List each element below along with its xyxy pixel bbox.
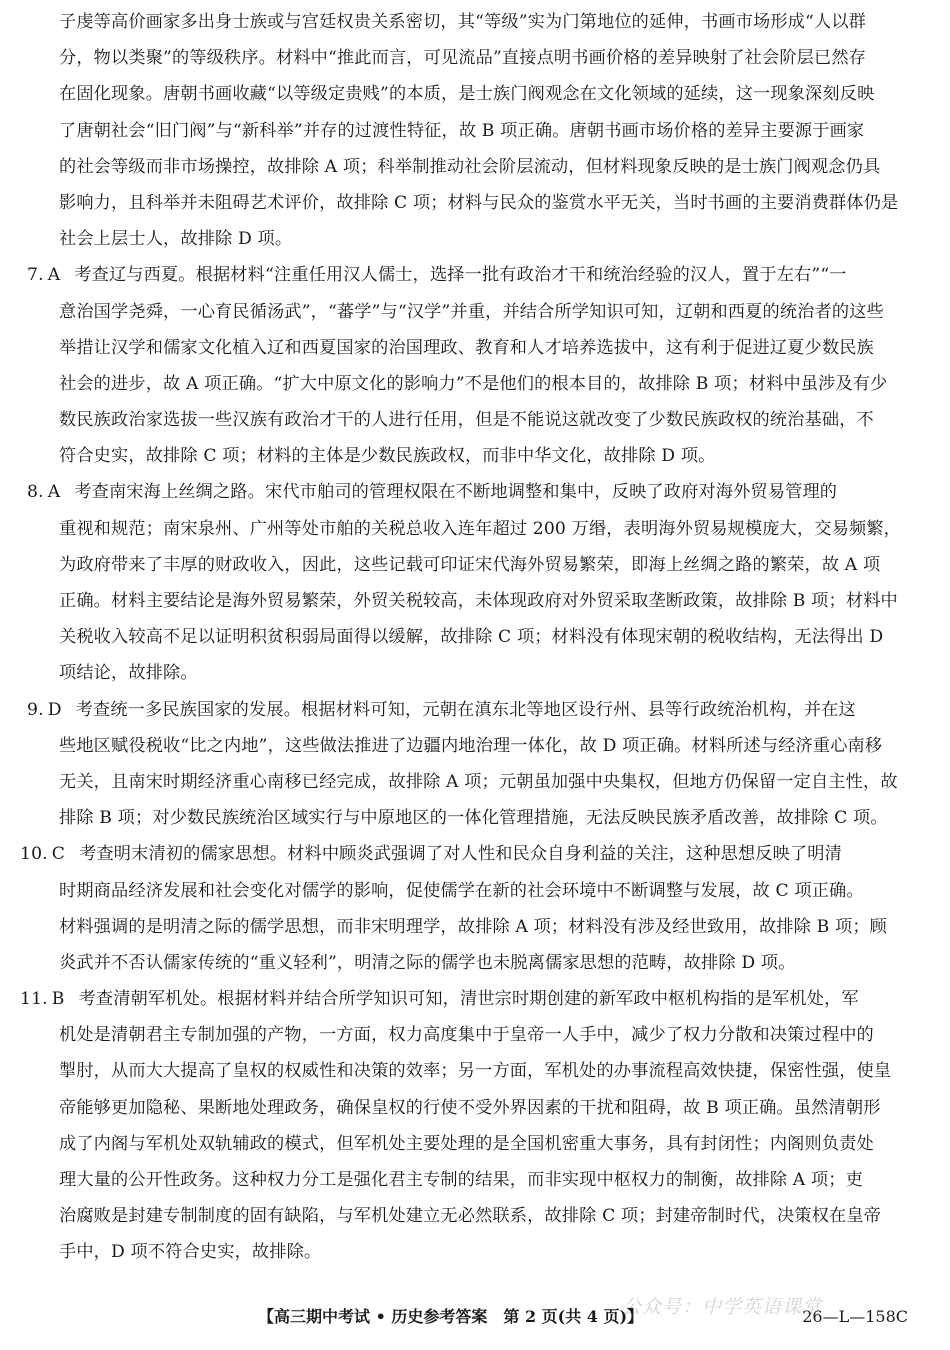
text-line: 社会上层士人，故排除 D 项。: [59, 229, 293, 250]
text-line: 社会的进步，故 A 项正确。“扩大中原文化的影响力”不是他们的根本目的，故排除 B 项；材料中虽涉及有少: [59, 373, 888, 394]
item-text: 考查辽与西夏。根据材料“注重任用汉人儒士，选择一批有政治才干和统治经验的汉人，置于左右”“一: [74, 265, 847, 286]
text-line: 子虔等高价画家多出身士族或与宫廷权贵关系密切，其“等级”实为门第地位的延伸，书画市场形成“人以群: [59, 12, 867, 32]
text-line: [0, 257, 950, 293]
item-answer: B: [51, 989, 65, 1010]
text-line: 在固化现象。唐朝书画收藏“以等级定贵贱”的本质，是士族门阀观念在文化领域的延续，这一现象深刻反映: [59, 84, 875, 105]
item-number: 7.: [27, 265, 44, 286]
item-answer: A: [47, 265, 61, 286]
item-answer: C: [51, 844, 66, 865]
item-number: 11.: [20, 989, 48, 1010]
text-line: 符合史实，故排除 C 项；材料的主体是少数民族政权，而非中华文化，故排除 D 项。: [59, 446, 716, 467]
text-line: 帝能够更加隐秘、果断地处理政务，确保皇权的行使不受外界因素的干扰和阻碍，故 B 项正确。虽然清朝形: [59, 1097, 881, 1118]
text-line: [0, 836, 950, 872]
text-line: 为政府带来了丰厚的财政收入，因此，这些记载可印证宋代海外贸易繁荣，即海上丝绸之路的繁荣，故 A 项: [59, 554, 881, 575]
text-line: 材料强调的是明清之际的儒学思想，而非宋明理学，故排除 A 项；材料没有涉及经世致用，故排除 B 项；顾: [59, 916, 887, 937]
text-line: 意治国学尧舜，一心育民循汤武”，“蕃学”与“汉学”并重，并结合所学知识可知，辽朝和西夏的统治者的这些: [59, 301, 884, 322]
text-line: 分，物以类聚”的等级秩序。材料中“推此而言，可见流品”直接点明书画价格的差异映射了社会阶层已然存: [59, 48, 867, 69]
text-line: [0, 981, 950, 1017]
item-number: 9.: [27, 699, 44, 720]
text-line: [0, 692, 950, 728]
page-footer: [0, 1302, 950, 1332]
text-line: 影响力，且科举并未阻碍艺术评价，故排除 C 项；材料与民众的鉴赏水平无关，当时书画的主要消费群体仍是: [59, 192, 899, 213]
watermark: 公众号：中学英语课堂: [622, 1296, 823, 1318]
item-text: 考查清朝军机处。根据材料并结合所学知识可知，清世宗时期创建的新军政中枢机构指的是军机处，军: [78, 989, 859, 1010]
answer-item-8: [0, 474, 950, 691]
answer-item-7: [0, 257, 950, 474]
item-text: 考查明末清初的儒家思想。材料中顾炎武强调了对人性和民众自身利益的关注，这种思想反映了明清: [79, 844, 842, 865]
item-number: 8.: [27, 482, 44, 503]
text-line: 了唐朝社会“旧门阀”与“新科举”并存的过渡性特征，故 B 项正确。唐朝书画市场价格的差异主要源于画家: [59, 120, 865, 141]
item-answer: D: [47, 699, 62, 720]
item-text: 考查统一多民族国家的发展。根据材料可知，元朝在滇东北等地区设行州、县等行政统治机构，并在这: [75, 699, 856, 720]
item-text: 考查南宋海上丝绸之路。宋代市舶司的管理权限在不断地调整和集中，反映了政府对海外贸易管理的: [74, 482, 838, 503]
text-line: 关税收入较高不足以证明积贫积弱局面得以缓解，故排除 C 项；材料没有体现宋朝的税收结构，无法得出 D: [59, 627, 884, 648]
answer-item-9: [0, 692, 950, 837]
text-line: [0, 474, 950, 510]
text-line: 炎武并不否认儒家传统的“重义轻利”，明清之际的儒学也未脱离儒家思想的范畴，故排除 D 项。: [59, 952, 796, 973]
text-line: 数民族政治家选拔一些汉族有政治才干的人进行任用，但是不能说这就改变了少数民族政权的统治基础，不: [59, 410, 874, 431]
text-line: 手中，D 项不符合史实，故排除。: [59, 1242, 322, 1263]
footer-title: 【高三期中考试 • 历史参考答案 第 2 页(共 4 页)】: [258, 1307, 644, 1326]
text-line: 排除 B 项；对少数民族统治区域实行与中原地区的一体化管理措施，无法反映民族矛盾改善，故排除 C 项。: [59, 808, 888, 829]
answer-item-11: [0, 981, 950, 1271]
text-line: 重视和规范；南宋泉州、广州等处市舶的关税总收入连年超过 200 万缗，表明海外贸易规模庞大，交易频繁，: [59, 518, 902, 539]
footer-code: 26—L—158C: [802, 1307, 908, 1326]
text-line: 项结论，故排除。: [59, 663, 198, 684]
text-line: 的社会等级而非市场操控，故排除 A 项；科举制推动社会阶层流动，但材料现象反映的是士族门阀观念仍具: [59, 156, 881, 177]
answer-item-6: [0, 4, 950, 257]
text-line: 些地区赋役税收“比之内地”，这些做法推进了边疆内地治理一体化，故 D 项正确。材料所述与经济重心南移: [59, 735, 883, 756]
text-line: 无关，且南宋时期经济重心南移已经完成，故排除 A 项；元朝虽加强中央集权，但地方仍保留一定自主性，故: [59, 771, 898, 792]
text-line: 机处是清朝君主专制加强的产物，一方面，权力高度集中于皇帝一人手中，减少了权力分散和决策过程中的: [59, 1025, 874, 1046]
text-line: 掣肘，从而大大提高了皇权的权威性和决策的效率；另一方面，军机处的办事流程高效快捷，保密性强，使皇: [59, 1061, 892, 1082]
text-line: 正确。材料主要结论是海外贸易繁荣，外贸关税较高，未体现政府对外贸采取垄断政策，故排除 B 项；材料中: [59, 591, 898, 611]
answer-item-10: [0, 836, 950, 981]
answer-content: [0, 4, 950, 1271]
text-line: 时期商品经济发展和社会变化对儒学的影响，促使儒学在新的社会环境中不断调整与发展，故 C 项正确。: [59, 880, 864, 901]
item-answer: A: [47, 482, 61, 503]
text-line: 理大量的公开性政务。这种权力分工是强化君主专制的结果，而非实现中枢权力的制衡，故排除 A 项；吏: [59, 1170, 863, 1190]
text-line: 举措让汉学和儒家文化植入辽和西夏国家的治国理政、教育和人才培养选拔中，这有利于促进辽夏少数民族: [59, 337, 874, 358]
text-line: 成了内阁与军机处双轨辅政的模式，但军机处主要处理的是全国机密重大事务，具有封闭性；内阁则负责处: [59, 1133, 874, 1154]
text-line: 治腐败是封建专制制度的固有缺陷，与军机处建立无必然联系，故排除 C 项；封建帝制时代，决策权在皇帝: [59, 1206, 882, 1227]
item-number: 10.: [20, 844, 48, 865]
